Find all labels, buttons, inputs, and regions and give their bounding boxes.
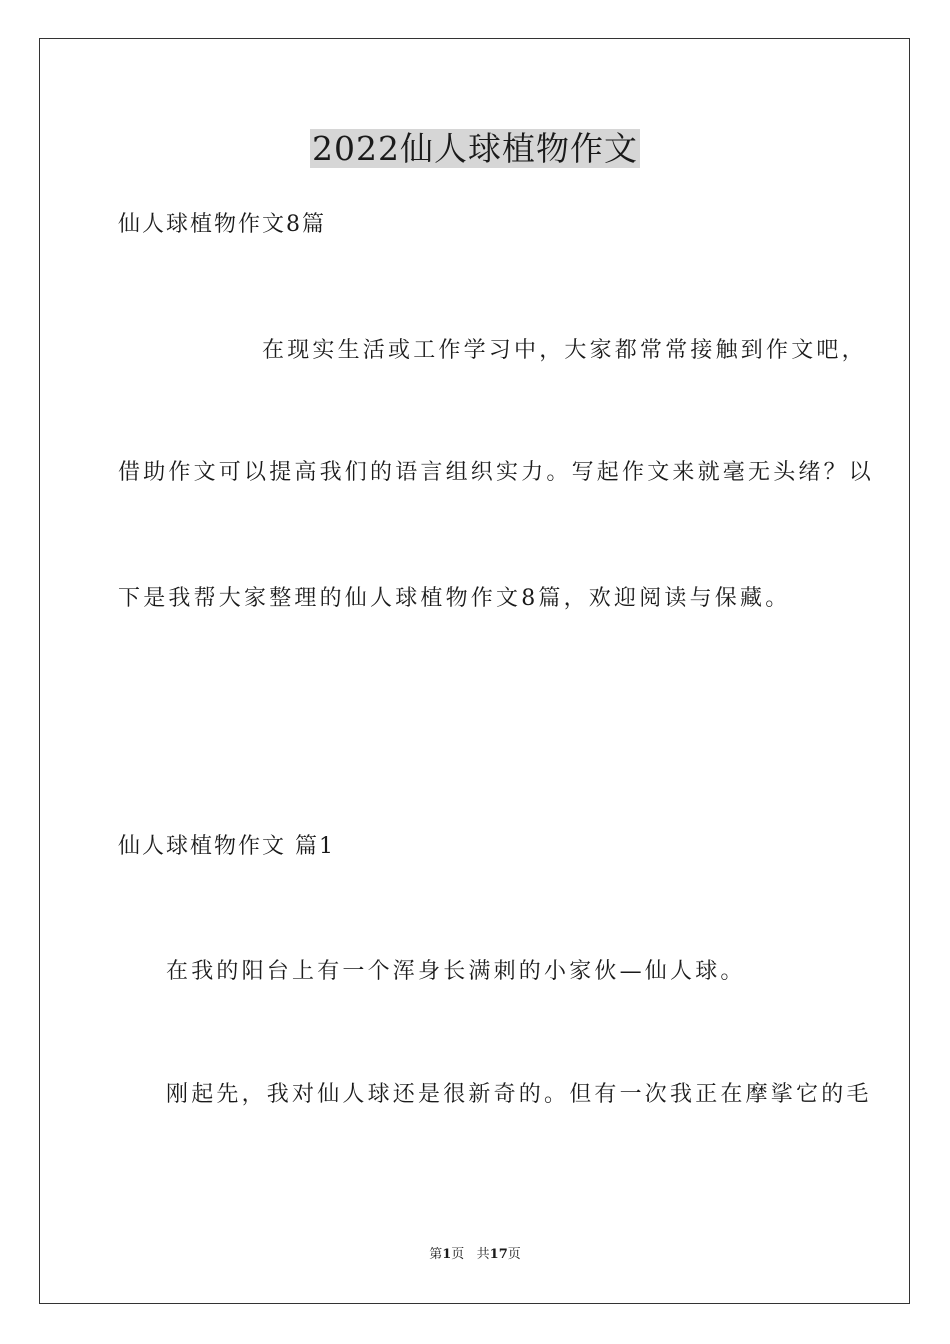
page-footer (0, 1246, 950, 1264)
footer-mid: 页 共 (451, 1247, 490, 1262)
footer-suffix: 页 (507, 1247, 521, 1262)
document-title (0, 127, 950, 171)
footer-total-pages: 17 (489, 1247, 508, 1262)
intro-line-1: 在现实生活或工作学习中，大家都常常接触到作文吧， (262, 338, 867, 363)
intro-line-3: 下是我帮大家整理的仙人球植物作文8篇，欢迎阅读与保藏。 (118, 586, 791, 611)
body-line-2: 刚起先，我对仙人球还是很新奇的。但有一次我正在摩挲它的毛 (166, 1082, 872, 1107)
section-heading: 仙人球植物作文 篇1 (118, 834, 335, 859)
footer-current-page: 1 (442, 1247, 452, 1262)
document-title-text: 2022仙人球植物作文 (312, 129, 638, 168)
intro-line-2: 借助作文可以提高我们的语言组织实力。写起作文来就毫无头绪？以 (118, 460, 875, 485)
footer-prefix: 第 (429, 1247, 443, 1262)
body-line-1: 在我的阳台上有一个浑身长满刺的小家伙—仙人球。 (166, 959, 746, 984)
document-subtitle: 仙人球植物作文8篇 (118, 212, 326, 237)
